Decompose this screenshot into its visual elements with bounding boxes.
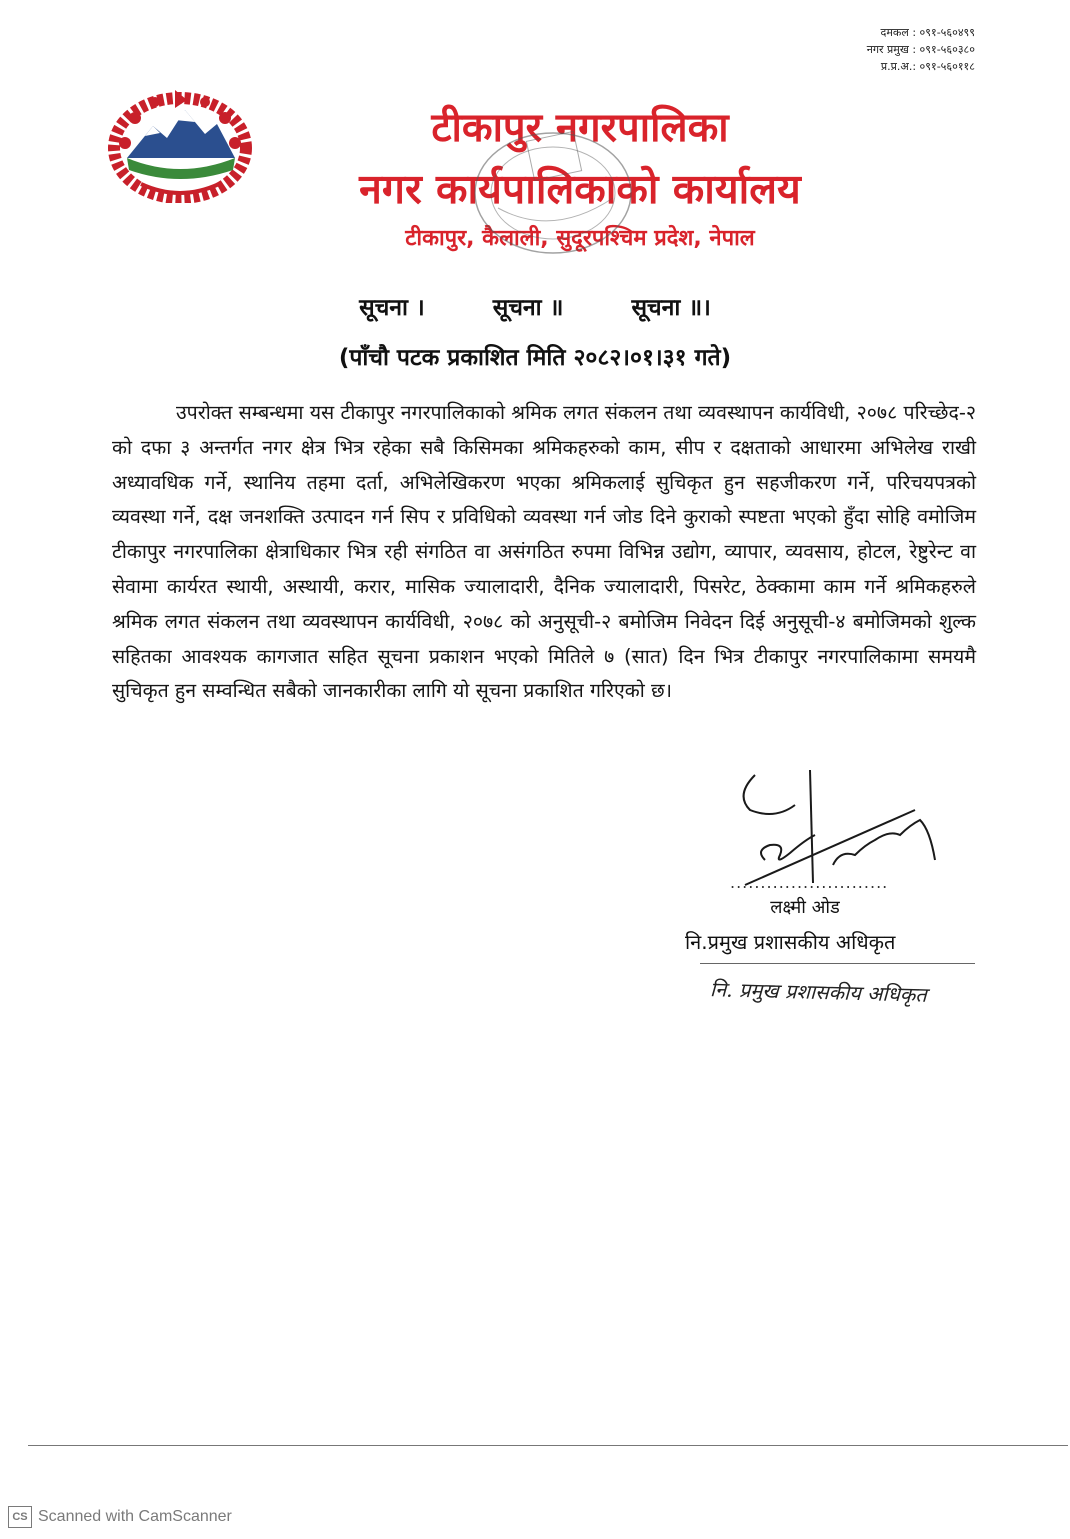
camscanner-logo-icon: CS <box>8 1506 32 1528</box>
office-seal-stamp <box>468 118 638 268</box>
cao-contact: प्र.प्र.अ.: ०९१-५६०११८ <box>880 60 975 73</box>
stamped-title: नि. प्रमुख प्रशासकीय अधिकृत <box>709 977 928 1007</box>
mayor-contact: नगर प्रमुख : ०९१-५६०३८० <box>866 43 975 56</box>
nepal-emblem-icon <box>105 88 255 203</box>
notice-word-1: सूचना । <box>359 295 425 321</box>
signatory-name: लक्ष्मी ओड <box>770 897 840 918</box>
office-name: नगर कार्यपालिकाको कार्यालय <box>359 165 801 213</box>
fire-contact: दमकल : ०९१-५६०४९९ <box>880 26 975 39</box>
contact-numbers <box>867 24 975 75</box>
municipality-name: टीकापुर नगरपालिका <box>431 105 729 151</box>
notice-heading <box>0 290 1070 322</box>
notice-word-2: सूचना ॥ <box>492 295 564 321</box>
stamp-divider <box>700 963 975 964</box>
scanner-watermark <box>8 1506 232 1528</box>
office-address: टीकापुर, कैलाली, सुदूरपश्चिम प्रदेश, नेपाल <box>405 226 755 251</box>
notice-body-paragraph: उपरोक्त सम्बन्धमा यस टीकापुर नगरपालिकाको श्रमिक लगत संकलन तथा व्यवस्थापन कार्यविधी, २०७८ परिच्छेद-२ को दफा ३ अन्तर्गत नगर क्षेत्र भित्र रहेका सबै किसिमका श्रमिकहरुको काम, सीप र दक्षताको आधारमा अभिलेख राखी अध्यावधिक गर्ने, स्थानिय तहमा दर्ता, अभिलेखिकरण भएका श्रमिकलाई सुचिकृत हुन सहजीकरण गर्ने, परिचयपत्रको व्यवस्था गर्ने, दक्ष जनशक्ति उत्पादन गर्न सिप र प्रविधिको व्यवस्था गर्न जोड दिने कुराको स्पष्टता भएको हुँदा सोहि वमोजिम टीकापुर नगरपालिका क्षेत्राधिकार भित्र रही संगठित वा असंगठित रुपमा विभिन्न उद्योग, व्यापार, व्यवसाय, होटल, रेष्टुरेन्ट वा सेवामा कार्यरत स्थायी, अस्थायी, करार, मासिक ज्यालादारी, दैनिक ज्यालादारी, पिसरेट, ठेक्कामा काम गर्ने श्रमिकहरुले श्रमिक लगत संकलन तथा व्यवस्थापन कार्यविधी, २०७८ को अनुसूची-२ बमोजिम निवेदन दिई अनुसूची-४ बमोजिमको शुल्क सहितका आवश्यक कागजात सहित सूचना प्रकाशन भएको मितिले ७ (सात) दिन भित्र टीकापुर नगरपालिकामा समयमै सुचिकृत हुन सम्वन्धित सबैको जानकारीका लागि यो सूचना प्रकाशित गरिएको छ। <box>112 401 976 703</box>
signatory-title: नि.प्रमुख प्रशासकीय अधिकृत <box>685 930 896 954</box>
bottom-border-line <box>28 1445 1068 1446</box>
signature-dots: .......................... <box>730 873 889 892</box>
scanner-text: Scanned with CamScanner <box>38 1508 232 1525</box>
signature-block <box>685 765 1000 1025</box>
notice-word-3: सूचना ॥। <box>631 295 711 321</box>
publication-date-line: (पाँचौ पटक प्रकाशित मिति २०८२।०१।३१ गते) <box>338 345 732 371</box>
